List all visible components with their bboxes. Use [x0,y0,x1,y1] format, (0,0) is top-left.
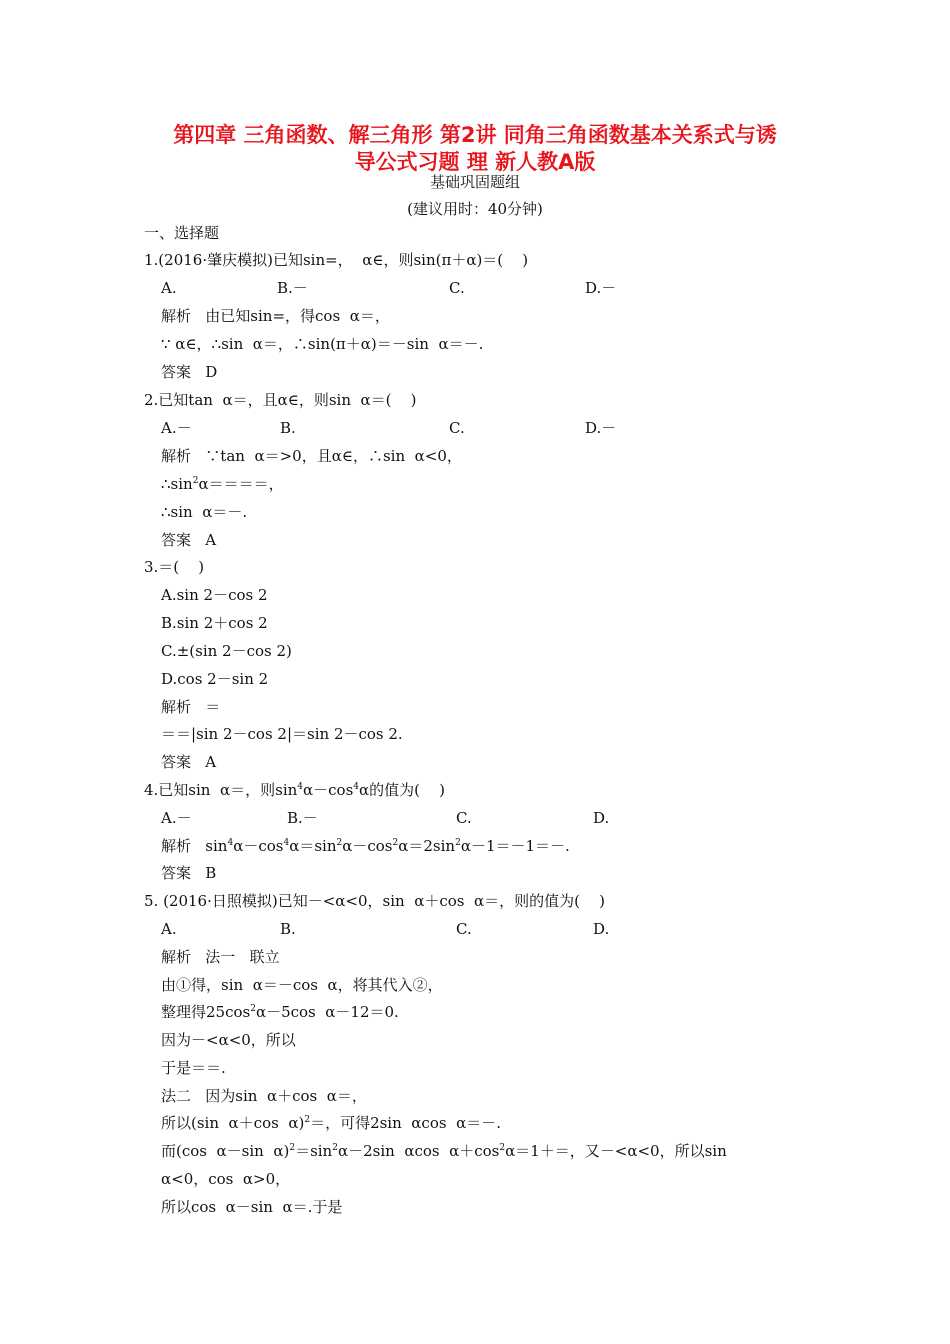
text-line-q2s1: 解析 ∵tan α＝>0，且α∈，∴sin α<0， [161,447,462,465]
text-line-q5s4: 因为－<α<0，所以 [161,1031,296,1049]
text-line-q2ans: 答案 A [161,531,217,549]
text-line-q3b: B.sin 2＋cos 2 [161,614,268,632]
text-line-q5: 5. (2016·日照模拟)已知－<α<0，sin α＋cos α＝，则的值为( ) [144,892,605,910]
text-line-q2d: D.－ [585,419,617,437]
section-subtitle: 基础巩固题组 [429,173,520,191]
time-note: (建议用时：40分钟) [407,200,543,218]
text-line-q4s1: 解析 $\sin^4\alpha-\cos^4\alpha=\sin^2\alpha-\cos^2\alpha=2\sin^2\alpha-1=-1=-$. [161,837,570,855]
text-line-q5s2: 由①得，sin α＝－cos α，将其代入②， [161,976,443,994]
text-line-q2: 2.已知tan α＝，且α∈，则sin α＝( ) [144,391,417,409]
text-line-q4c: C. [456,809,472,827]
text-line-q5s10: 所以cos α－sin α＝.于是 [161,1198,343,1216]
document-title [120,122,830,176]
text-line-q3c: C.±(sin 2－cos 2) [161,642,292,660]
section-heading: 一、选择题 [144,224,220,242]
text-line-q2c: C. [449,419,465,437]
text-line-q1a: A. [161,279,177,297]
title-line-1: 第四章 三角函数、解三角形 第2讲 同角三角函数基本关系式与诱 [173,123,777,147]
text-line-q5s8: 而(cos α－sin $\alpha)^2=\sin^2\alpha-2\sin$ αcos $\alpha+\cos^2\alpha=1+=$，又－<α<0，所以sin [161,1142,727,1160]
text-line-q3: 3.＝( ) [144,558,205,576]
text-line-q1d: D.－ [585,279,617,297]
text-line-q4b: B.－ [287,809,318,827]
text-line-q5d: D. [593,920,610,938]
text-line-q5s5: 于是＝＝. [161,1059,226,1077]
text-line-q4a: A.－ [161,809,192,827]
text-line-q2a: A.－ [161,419,192,437]
text-line-q1ans: 答案 D [161,363,218,381]
text-line-q1b: B.－ [277,279,308,297]
text-line-q5s1: 解析 法一 联立 [161,948,280,966]
title-line-2: 导公式习题 理 新人教A版 [354,150,596,174]
text-line-q5s7: 所以(sin α＋cos α)$^2$＝，可得2sin αcos α＝－. [161,1114,501,1132]
text-line-q3ans: 答案 A [161,753,217,771]
text-line-q5s3: 整理得$25\cos^2\alpha-5\cos$ α－12＝0. [161,1003,399,1021]
text-line-q1s2: ∵ α∈，∴sin α＝，∴sin(π＋α)＝－sin α＝－. [161,335,484,353]
text-line-q4d: D. [593,809,610,827]
text-line-q1: 1.(2016·肇庆模拟)已知sin=， α∈，则sin(π＋α)＝( ) [144,251,529,269]
text-line-q3a: A.sin 2－cos 2 [161,586,268,604]
text-line-q1s1: 解析 由已知sin=，得cos α＝， [161,307,390,325]
text-line-q5b: B. [280,920,296,938]
text-line-q4ans: 答案 B [161,864,217,882]
text-line-q2s2: $\therefore\sin^2\alpha====$， [161,475,284,493]
text-line-q4: 4.已知sin α＝，则$\sin^4\alpha-\cos^4\alpha$的值为( ) [144,781,445,799]
text-line-q2s3: ∴sin α＝－. [161,503,248,521]
text-line-q5s6: 法二 因为sin α＋cos α＝， [161,1087,367,1105]
text-line-q3d: D.cos 2－sin 2 [161,670,269,688]
text-line-q3s1: 解析 ＝ [161,698,221,716]
text-line-q2b: B. [280,419,296,437]
text-line-q1c: C. [449,279,465,297]
text-line-q5s9: α<0，cos α>0， [161,1170,291,1188]
text-line-q5c: C. [456,920,472,938]
text-line-q3s2: ＝＝|sin 2－cos 2|＝sin 2－cos 2. [161,725,403,743]
text-line-q5a: A. [161,920,177,938]
